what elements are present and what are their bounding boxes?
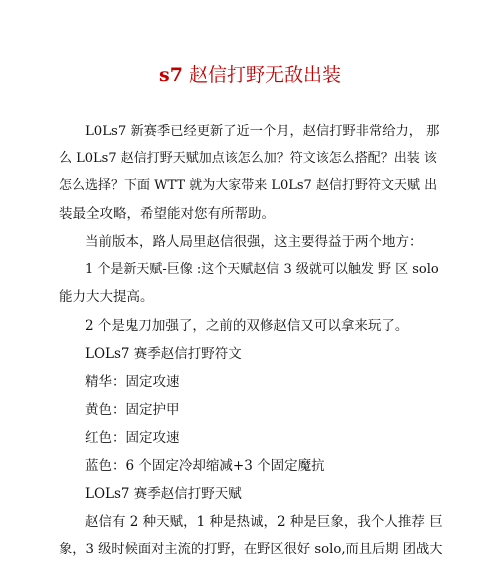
paragraph-line: 象，3 级时候面对主流的打野，在野区很好 solo,而且后期 团战大 bbox=[59, 542, 443, 557]
paragraph-line: 装最全攻略，希望能对您有所帮助。 bbox=[59, 206, 275, 222]
paragraph-line: 能力大大提高。 bbox=[59, 289, 154, 305]
paragraph-line: LOLs7 赛季赵信打野符文 bbox=[85, 346, 242, 362]
page-title bbox=[0, 62, 500, 88]
paragraph-line: LOLs7 赛季赵信打野天赋 bbox=[85, 486, 242, 502]
page-title-text: 赵信打野无敌出装 bbox=[182, 64, 341, 86]
paragraph-line: 1 个是新天赋-巨像 :这个天赋赵信 3 级就可以触发 野 区 solo bbox=[85, 262, 439, 277]
paragraph-line: 赵信有 2 种天赋，1 种是热诚，2 种是巨象，我个人推荐 巨 bbox=[85, 514, 443, 530]
paragraph-line: 精华：固定攻速 bbox=[85, 374, 180, 390]
paragraph-line: 2 个是鬼刀加强了，之前的双修赵信又可以拿来玩了。 bbox=[85, 318, 409, 334]
paragraph-line: 红色：固定攻速 bbox=[85, 430, 180, 446]
paragraph-line: L0Ls7 新赛季已经更新了近一个月，赵信打野非常给力， 那 bbox=[85, 124, 440, 139]
paragraph-line: 黄色：固定护甲 bbox=[85, 402, 180, 418]
paragraph-line: 么 L0Ls7 赵信打野天赋加点该怎么加？符文该怎么搭配？出装 该 bbox=[59, 151, 437, 166]
paragraph-line: 怎么选择？下面 WTT 就为大家带来 L0Ls7 赵信打野符文天赋 出 bbox=[59, 178, 438, 193]
page-title-prefix: s7 bbox=[159, 64, 183, 86]
paragraph-line: 当前版本，路人局里赵信很强，这主要得益于两个地方： bbox=[85, 234, 423, 250]
paragraph-line: 蓝色：6 个固定冷却缩减+3 个固定魔抗 bbox=[85, 458, 325, 474]
